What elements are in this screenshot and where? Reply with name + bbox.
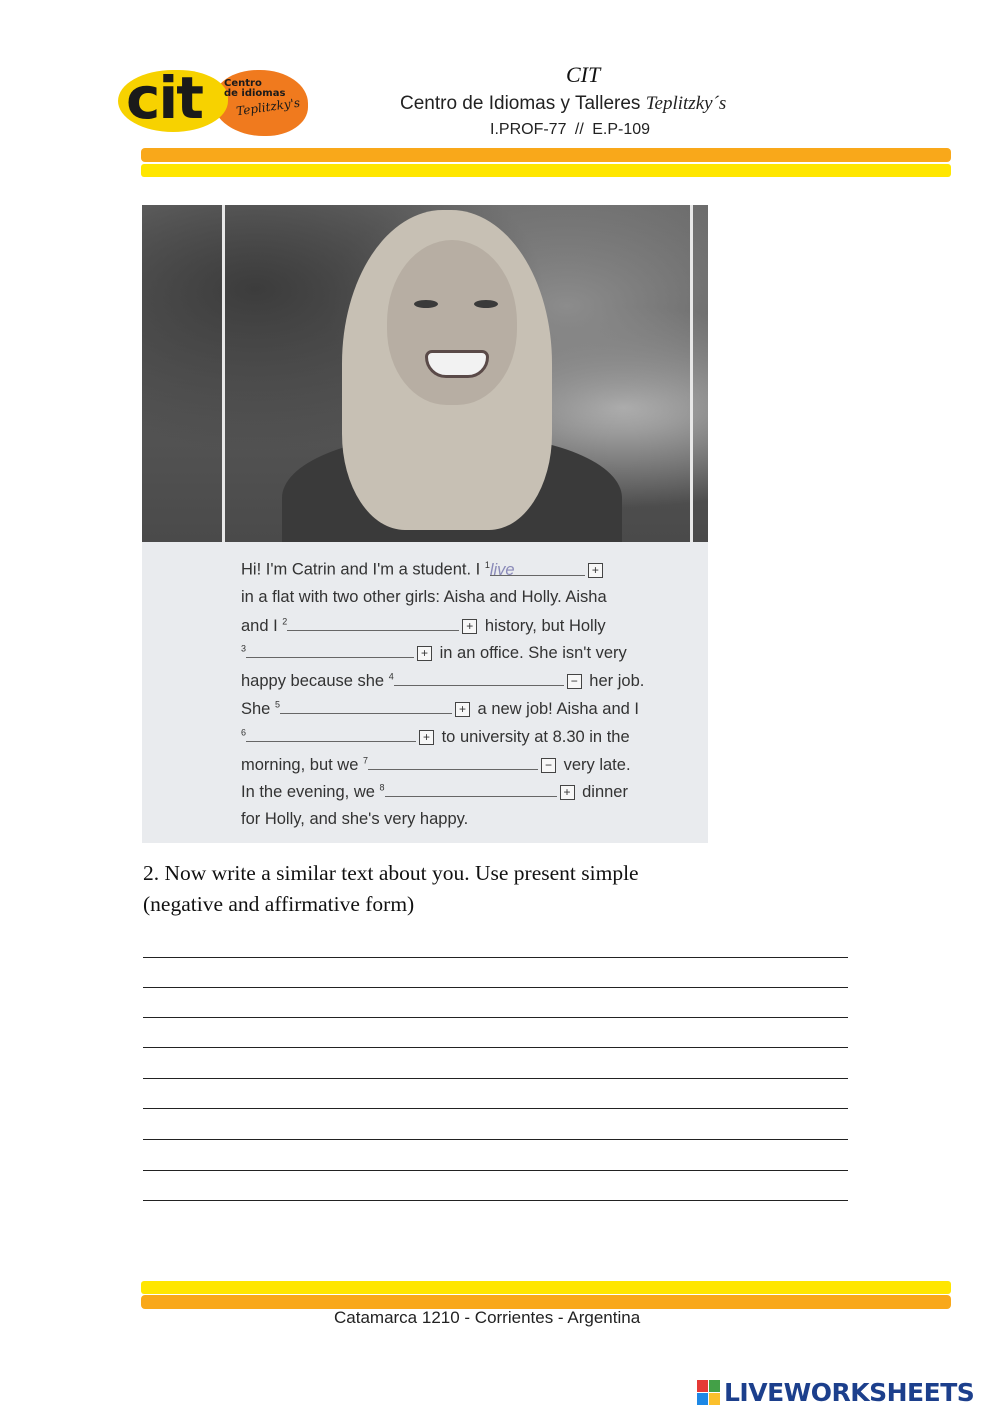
exercise-line: morning, but we $^7$ − very late. (241, 755, 631, 774)
writing-line[interactable] (143, 1170, 848, 1171)
writing-line[interactable] (143, 1139, 848, 1140)
exercise-line: and I $^2$ + history, but Holly (241, 616, 606, 635)
liveworksheets-icon (697, 1380, 721, 1406)
header-band-yellow (141, 164, 951, 177)
plus-box-icon: + (462, 619, 477, 634)
header-band-orange (141, 148, 951, 162)
cit-logo (118, 62, 303, 142)
writing-task (143, 858, 803, 920)
minus-box-icon: − (567, 674, 582, 689)
writing-line[interactable] (143, 1078, 848, 1079)
exercise-line: $^6$ + to university at 8.30 in the (241, 727, 630, 746)
answer-blank-6[interactable] (246, 727, 416, 742)
answer-blank-4[interactable] (394, 671, 564, 686)
exercise-line: In the evening, we $^8$ + dinner (241, 782, 628, 801)
writing-line[interactable] (143, 1047, 848, 1048)
header-institution: Centro de Idiomas y Talleres Teplitzky´s (400, 93, 727, 114)
answer-blank-8[interactable] (385, 782, 557, 797)
writing-line[interactable] (143, 1017, 848, 1018)
exercise-line: happy because she $^4$ − her job. (241, 671, 645, 690)
answer-blank-1[interactable]: live (490, 561, 585, 576)
task-line-2: (negative and affirmative form) (143, 892, 415, 916)
exercise-line: She $^5$ + a new job! Aisha and I (241, 699, 639, 718)
student-photo (142, 205, 708, 542)
header-title: CIT (566, 62, 601, 87)
minus-box-icon: − (541, 758, 556, 773)
writing-line[interactable] (143, 1108, 848, 1109)
answer-blank-2[interactable] (287, 616, 459, 631)
footer-address: Catamarca 1210 - Corrientes - Argentina (334, 1308, 641, 1327)
logo-brand: cit (126, 64, 202, 132)
exercise-line: $^3$ + in an office. She isn't very (241, 643, 627, 662)
plus-box-icon: + (588, 563, 603, 578)
writing-line[interactable] (143, 1200, 848, 1201)
header-codes: I.PROF-77 // E.P-109 (490, 121, 651, 138)
plus-box-icon: + (417, 646, 432, 661)
footer-band-yellow (141, 1281, 951, 1294)
exercise-line: in a flat with two other girls: Aisha and Holly. Aisha (241, 588, 607, 606)
writing-line[interactable] (143, 987, 848, 988)
footer-band-orange (141, 1295, 951, 1309)
logo-script: Teplitzky's (235, 95, 301, 119)
liveworksheets-text: LIVEWORKSHEETS (724, 1378, 975, 1407)
answer-blank-3[interactable] (246, 643, 414, 658)
plus-box-icon: + (419, 730, 434, 745)
plus-box-icon: + (560, 785, 575, 800)
writing-line[interactable] (143, 957, 848, 958)
answer-blank-5[interactable] (280, 699, 452, 714)
logo-subtitle: Centro de idiomas (224, 78, 286, 99)
exercise-line: for Holly, and she's very happy. (241, 810, 469, 828)
plus-box-icon: + (455, 702, 470, 717)
answer-blank-7[interactable] (368, 755, 538, 770)
exercise-line: Hi! I'm Catrin and I'm a student. I $^1$live + (241, 560, 606, 580)
task-line-1: 2. Now write a similar text about you. Use present simple (143, 861, 639, 885)
